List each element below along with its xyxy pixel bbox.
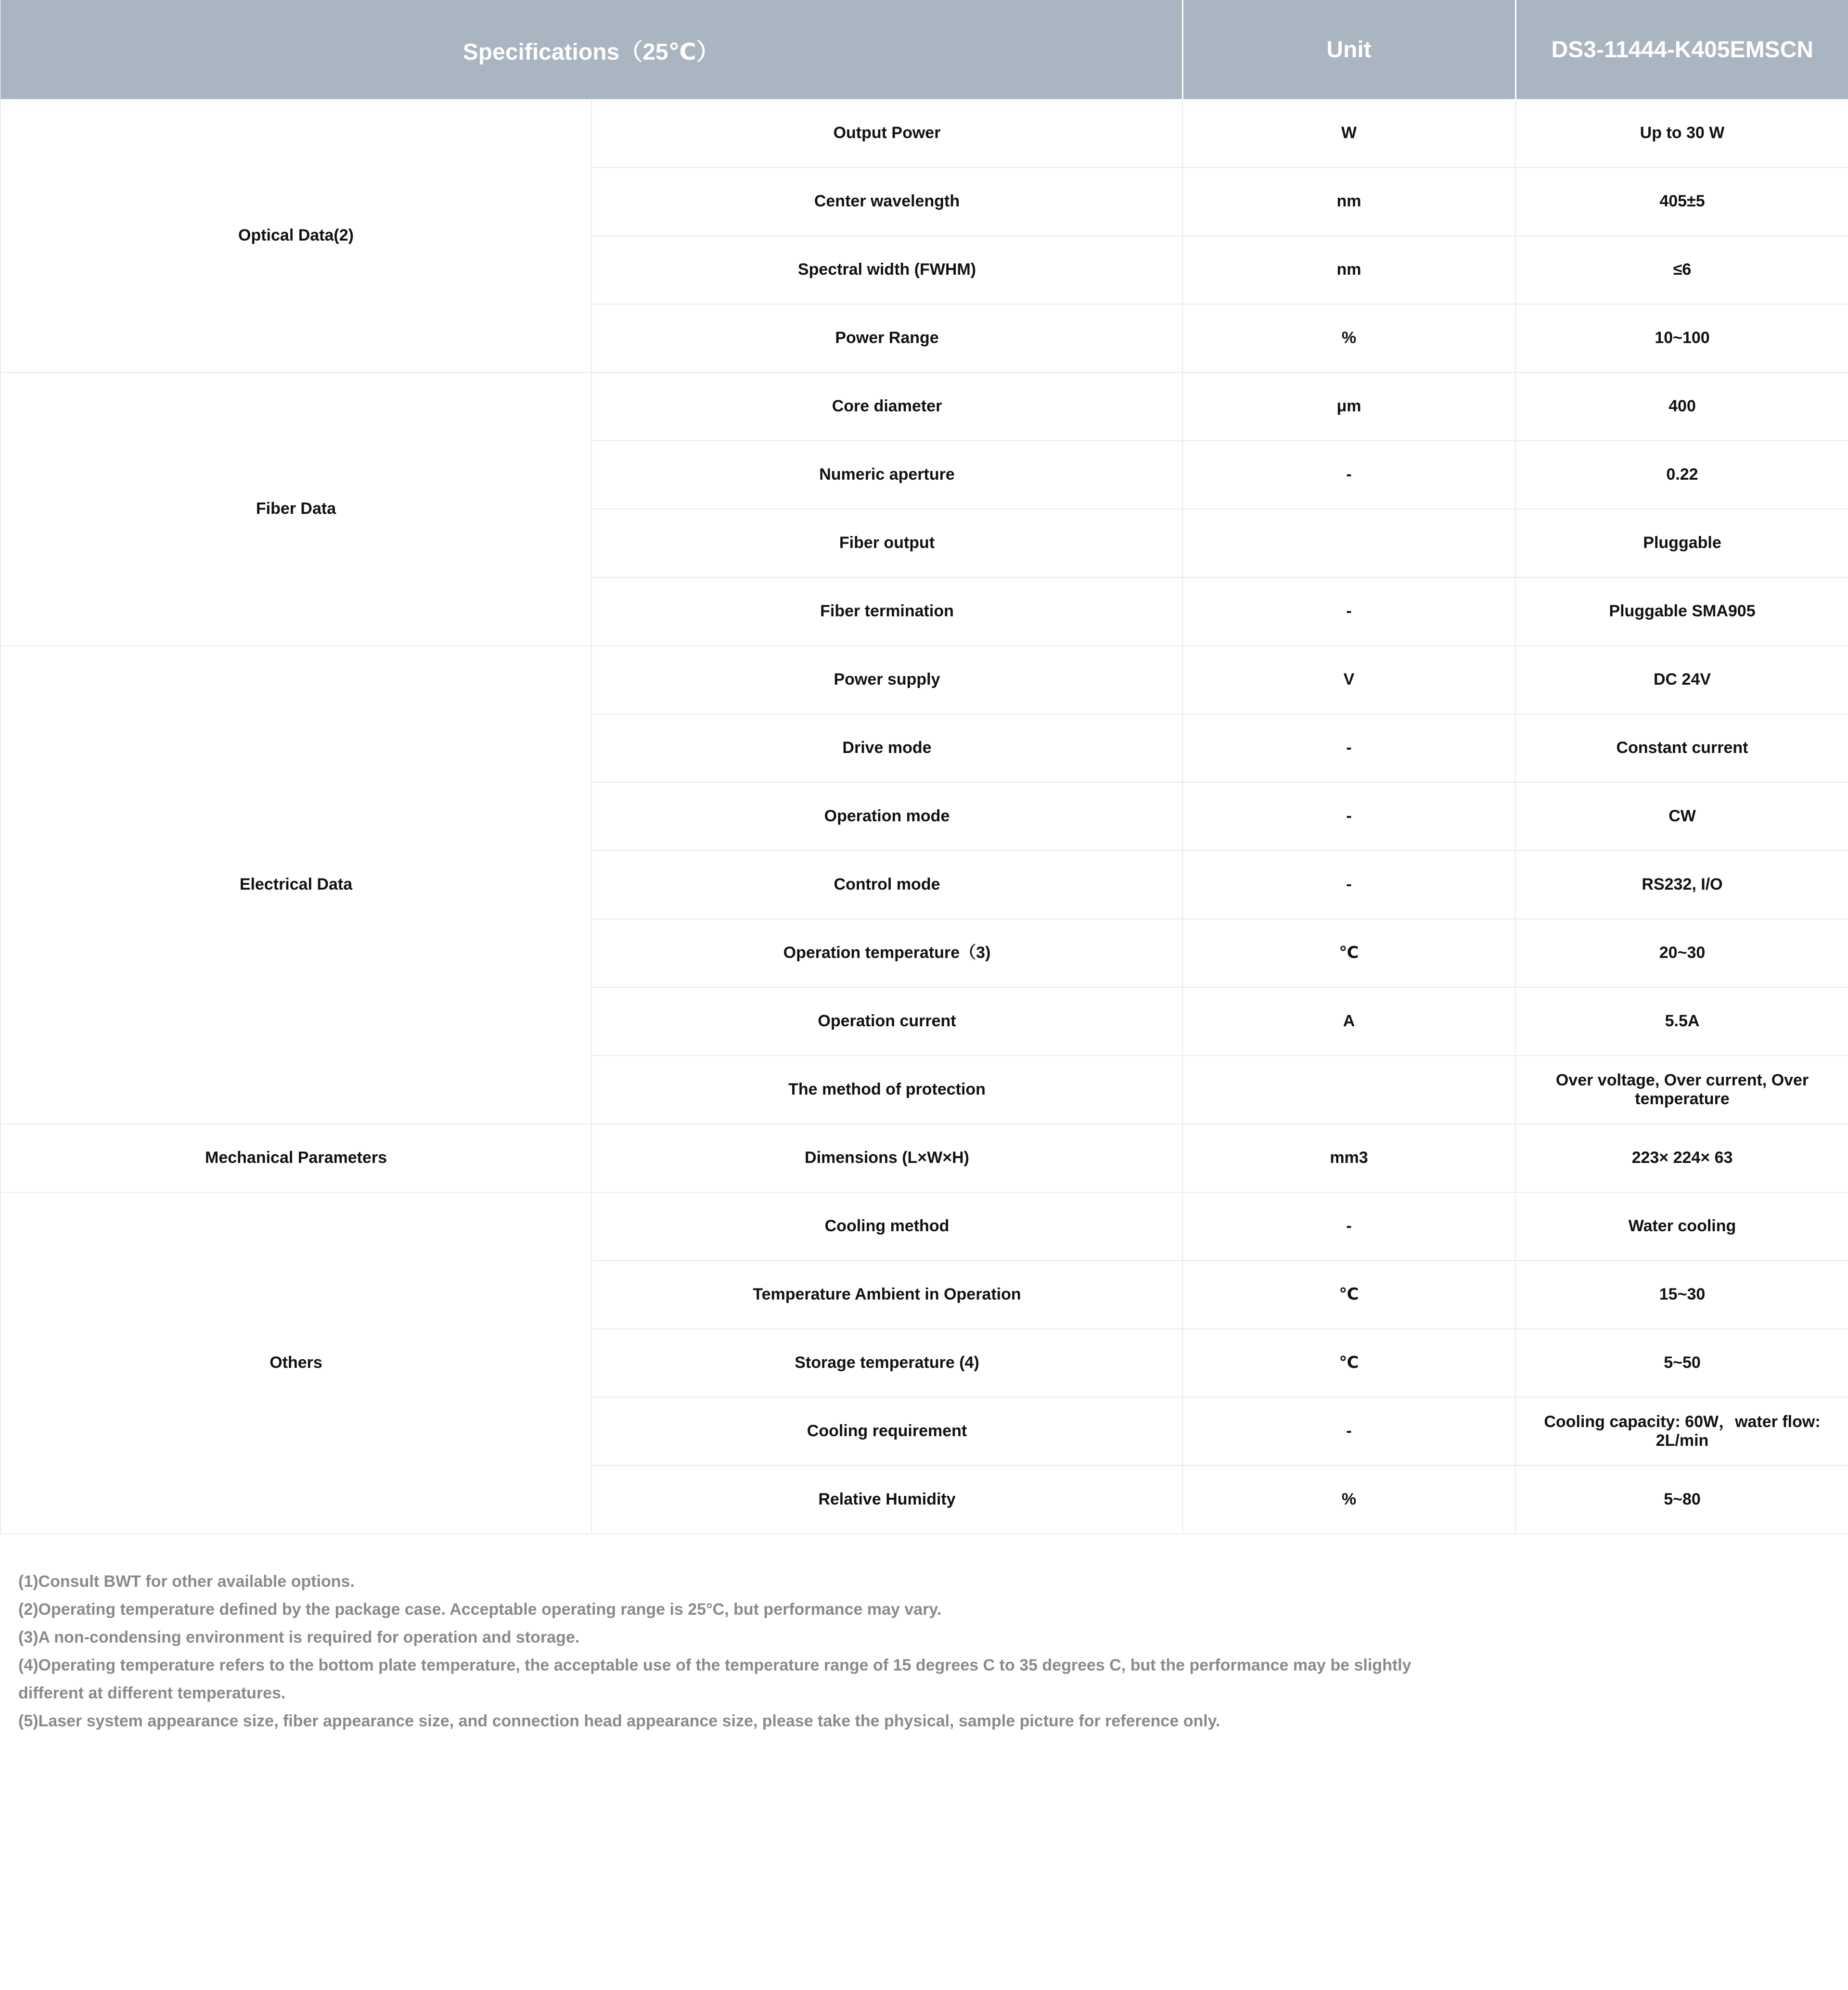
unit-cell: V [1182,646,1515,714]
value-cell: 405±5 [1515,167,1848,236]
footnote: (4)Operating temperature refers to the bottom plate temperature, the acceptable use of the temperature range of 15 degrees C to 35 degrees C, but the performance may be slightly different at different temperatures. [18,1656,1412,1702]
value-cell: RS232, I/O [1515,851,1848,919]
footnote: (1)Consult BWT for other available options. [18,1572,355,1591]
group-label: Others [0,1192,591,1534]
unit-cell: - [1182,441,1515,509]
parameter-name: Numeric aperture [591,441,1182,509]
unit-cell: A [1182,987,1515,1056]
header-unit: Unit [1182,0,1515,99]
header-row [0,0,1848,99]
value-cell: Up to 30 W [1515,99,1848,167]
value-cell: 0.22 [1515,441,1848,509]
table-body [0,99,1848,1534]
unit-cell [1182,509,1515,577]
unit-cell: ℃ [1182,1261,1515,1329]
table-header [0,0,1848,99]
footnote: (2)Operating temperature defined by the package case. Acceptable operating range is 25°C, but performance may vary. [18,1600,942,1619]
footnote: (5)Laser system appearance size, fiber appearance size, and connection head appearance size, please take the physical, sample picture for reference only. [18,1712,1220,1730]
group-label: Mechanical Parameters [0,1124,591,1192]
parameter-name: Drive mode [591,714,1182,782]
parameter-name: Core diameter [591,372,1182,441]
parameter-name: Operation mode [591,782,1182,851]
unit-cell [1182,1056,1515,1124]
parameter-name: Operation temperature（3) [591,919,1182,987]
group-label: Fiber Data [0,372,591,646]
value-cell: 15~30 [1515,1261,1848,1329]
unit-cell: % [1182,1466,1515,1534]
table-row [0,1124,1848,1192]
parameter-name: Operation current [591,987,1182,1056]
unit-cell: ℃ [1182,919,1515,987]
parameter-name: Control mode [591,851,1182,919]
value-cell: 5~50 [1515,1329,1848,1397]
unit-cell: - [1182,577,1515,646]
footnote: (3)A non-condensing environment is required for operation and storage. [18,1628,580,1646]
parameter-name: Fiber output [591,509,1182,577]
value-cell: Water cooling [1515,1192,1848,1261]
footnotes [18,1568,1414,1735]
group-label: Optical Data(2) [0,99,591,372]
value-cell: DC 24V [1515,646,1848,714]
unit-cell: mm3 [1182,1124,1515,1192]
unit-cell: - [1182,782,1515,851]
value-cell: 5~80 [1515,1466,1848,1534]
table-row [0,646,1848,714]
value-cell: Constant current [1515,714,1848,782]
parameter-name: Fiber termination [591,577,1182,646]
unit-cell: - [1182,1397,1515,1466]
parameter-name: Center wavelength [591,167,1182,236]
value-cell: Over voltage, Over current, Over temperature [1515,1056,1848,1124]
parameter-name: Relative Humidity [591,1466,1182,1534]
unit-cell: μm [1182,372,1515,441]
unit-cell: nm [1182,236,1515,304]
unit-cell: - [1182,714,1515,782]
header-specifications: Specifications（25℃） [0,0,1182,99]
table-row [0,99,1848,167]
value-cell: 400 [1515,372,1848,441]
table-row [0,1192,1848,1261]
unit-cell: ℃ [1182,1329,1515,1397]
value-cell: 10~100 [1515,304,1848,372]
value-cell: CW [1515,782,1848,851]
value-cell: Pluggable [1515,509,1848,577]
value-cell: ≤6 [1515,236,1848,304]
parameter-name: The method of protection [591,1056,1182,1124]
parameter-name: Storage temperature (4) [591,1329,1182,1397]
parameter-name: Dimensions (L×W×H) [591,1124,1182,1192]
parameter-name: Cooling method [591,1192,1182,1261]
header-model: DS3-11444-K405EMSCN [1515,0,1848,99]
unit-cell: - [1182,851,1515,919]
parameter-name: Power supply [591,646,1182,714]
value-cell: 20~30 [1515,919,1848,987]
parameter-name: Spectral width (FWHM) [591,236,1182,304]
parameter-name: Cooling requirement [591,1397,1182,1466]
parameter-name: Power Range [591,304,1182,372]
value-cell: 223× 224× 63 [1515,1124,1848,1192]
parameter-name: Temperature Ambient in Operation [591,1261,1182,1329]
unit-cell: W [1182,99,1515,167]
value-cell: Pluggable SMA905 [1515,577,1848,646]
value-cell: 5.5A [1515,987,1848,1056]
table-row [0,372,1848,441]
unit-cell: nm [1182,167,1515,236]
unit-cell: - [1182,1192,1515,1261]
group-label: Electrical Data [0,646,591,1124]
value-cell: Cooling capacity: 60W，water flow: 2L/min [1515,1397,1848,1466]
parameter-name: Output Power [591,99,1182,167]
unit-cell: % [1182,304,1515,372]
